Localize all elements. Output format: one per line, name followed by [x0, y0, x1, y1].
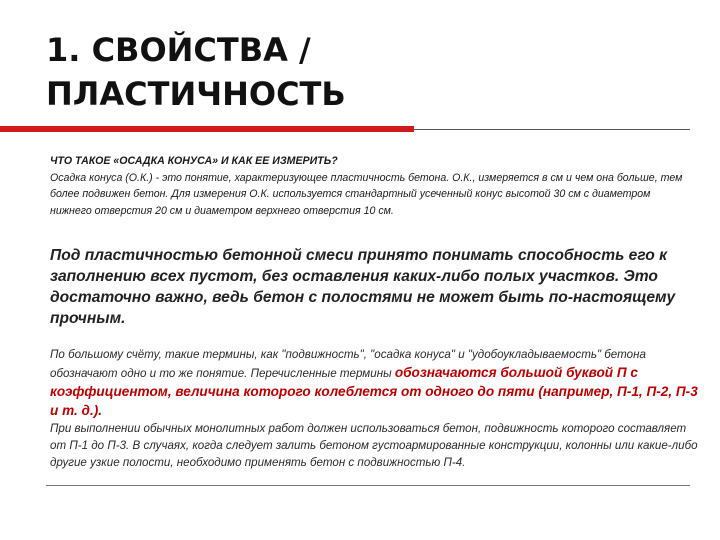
question-block: [50, 153, 690, 219]
footer-divider-line: [46, 485, 690, 486]
title-divider-line: [414, 129, 690, 130]
body-intro-text: По большому счёту, такие термины, как "подвижность", "осадка конуса" и "удобоукладываемость" бетона обозначают одно и то же понятие. Перечисленные термины: [50, 348, 646, 380]
title-accent-bar: [0, 126, 414, 132]
question-heading: ЧТО ТАКОЕ «ОСАДКА КОНУСА» И КАК ЕЕ ИЗМЕРИТЬ?: [50, 155, 338, 167]
slide-title: [46, 28, 646, 116]
body-emphasis-text: обозначаются большой буквой П с коэффициентом, величина которого колеблется от одного до пяти (например, П-1, П-2, П-3 и т. д.).: [50, 365, 698, 418]
question-answer-text: Осадка конуса (О.К.) - это понятие, характеризующее пластичность бетона. О.К., измеряется в см и чем она больше, тем более подвижен бетон. Для измерения О.К. используется стандартный усеченный конус высотой 30 см с диаметром нижнего отверстия 20 см и диаметром верхнего отверстия 10 см.: [50, 171, 683, 217]
slide-title-line-2: ПЛАСТИЧНОСТЬ: [46, 75, 346, 113]
body-paragraph: [50, 346, 700, 471]
body-outro-text: При выполнении обычных монолитных работ должен использоваться бетон, подвижность которого составляет от П-1 до П-3. В случаях, когда следует залить бетоном густоармированные конструкции, колонны или какие-либо другие узкие полости, необходимо применять бетон с подвижностью П-4.: [50, 422, 698, 469]
slide-title-line-1: 1. СВОЙСТВА /: [46, 31, 311, 69]
lead-paragraph: Под пластичностью бетонной смеси принято понимать способность его к заполнению всех пустот, без оставления каких-либо полых участков. Это достаточно важно, ведь бетон с полостями не может быть по-настоящему прочным.: [50, 247, 676, 327]
